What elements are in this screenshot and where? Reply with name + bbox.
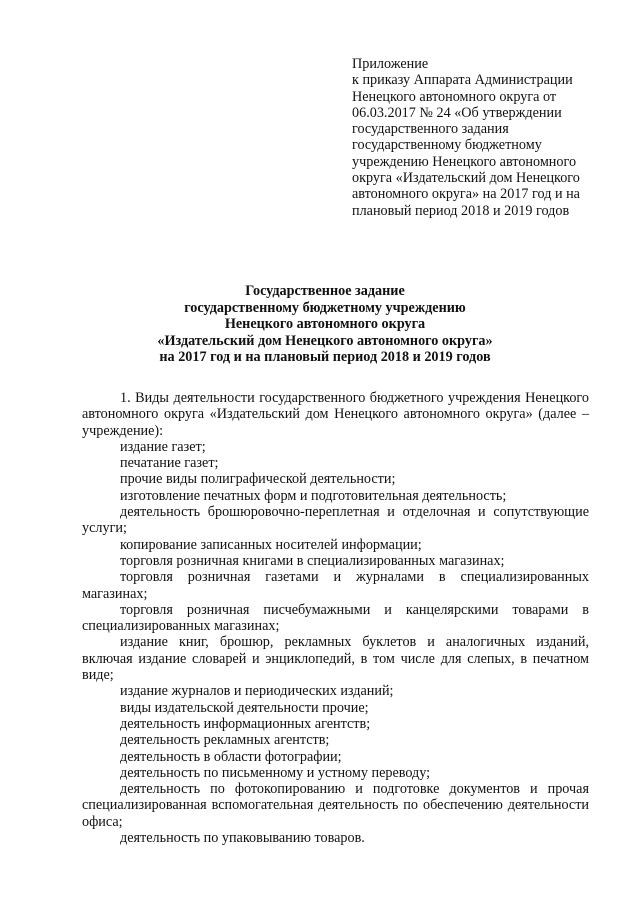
- activity-item: деятельность рекламных агентств;: [120, 732, 330, 749]
- activity-item: деятельность информационных агентств;: [120, 715, 371, 732]
- appendix-line: учреждению Ненецкого автономного: [352, 153, 577, 170]
- activity-item: виды издательской деятельности прочие;: [120, 699, 369, 716]
- activity-item: издание газет;: [120, 438, 206, 455]
- activity-item: изготовление печатных форм и подготовительная деятельность;: [120, 487, 507, 504]
- appendix-line: 06.03.2017 № 24 «Об утверждении: [352, 104, 562, 121]
- activity-item: копирование записанных носителей информации;: [120, 536, 422, 553]
- title-line: «Издательский дом Ненецкого автономного округа»: [157, 332, 493, 349]
- appendix-reference: [352, 56, 602, 219]
- activity-item: прочие виды полиграфической деятельности;: [120, 471, 396, 488]
- activity-item: издание журналов и периодических изданий;: [120, 683, 394, 700]
- appendix-line: государственному бюджетному: [352, 137, 542, 154]
- activity-item: печатание газет;: [120, 455, 219, 472]
- appendix-line: плановый период 2018 и 2019 годов: [352, 202, 570, 219]
- activity-item: деятельность по письменному и устному переводу;: [120, 764, 431, 781]
- appendix-line: автономного округа» на 2017 год и на: [352, 186, 580, 203]
- activity-item: торговля розничная писчебумажными и канцелярскими товарами в специализированных магазинах;: [82, 601, 589, 635]
- activity-item: деятельность по упаковыванию товаров.: [120, 830, 365, 847]
- title-line: на 2017 год и на плановый период 2018 и 2019 годов: [159, 349, 491, 366]
- activity-item: деятельность по фотокопированию и подготовке документов и прочая специализированная вспомогательная деятельность по обеспечению деятельности офиса;: [82, 781, 589, 830]
- document-title: [60, 283, 590, 366]
- appendix-line: государственного задания: [352, 121, 509, 138]
- activity-item: деятельность в области фотографии;: [120, 748, 342, 765]
- intro-paragraph: 1. Виды деятельности государственного бюджетного учреждения Ненецкого автономного округа «Издательский дом Ненецкого автономного округа» (далее – учреждение):: [82, 390, 589, 439]
- appendix-line: Ненецкого автономного округа от: [352, 88, 557, 105]
- activity-item: торговля розничная книгами в специализированных магазинах;: [120, 552, 505, 569]
- title-line: Государственное задание: [245, 283, 405, 299]
- appendix-line: Приложение: [352, 56, 429, 72]
- activity-item: издание книг, брошюр, рекламных буклетов и аналогичных изданий, включая издание словарей и энциклопедий, в том числе для слепых, в печатном виде;: [82, 634, 589, 684]
- appendix-line: к приказу Аппарата Администрации: [352, 72, 573, 89]
- document-body: [82, 390, 589, 846]
- title-line: Ненецкого автономного округа: [224, 316, 426, 333]
- appendix-line: округа «Издательский дом Ненецкого: [352, 170, 580, 187]
- title-line: государственному бюджетному учреждению: [184, 299, 466, 316]
- activity-item: торговля розничная газетами и журналами в специализированных магазинах;: [82, 569, 589, 602]
- activity-item: деятельность брошюровочно-переплетная и отделочная и сопутствующие услуги;: [82, 504, 589, 537]
